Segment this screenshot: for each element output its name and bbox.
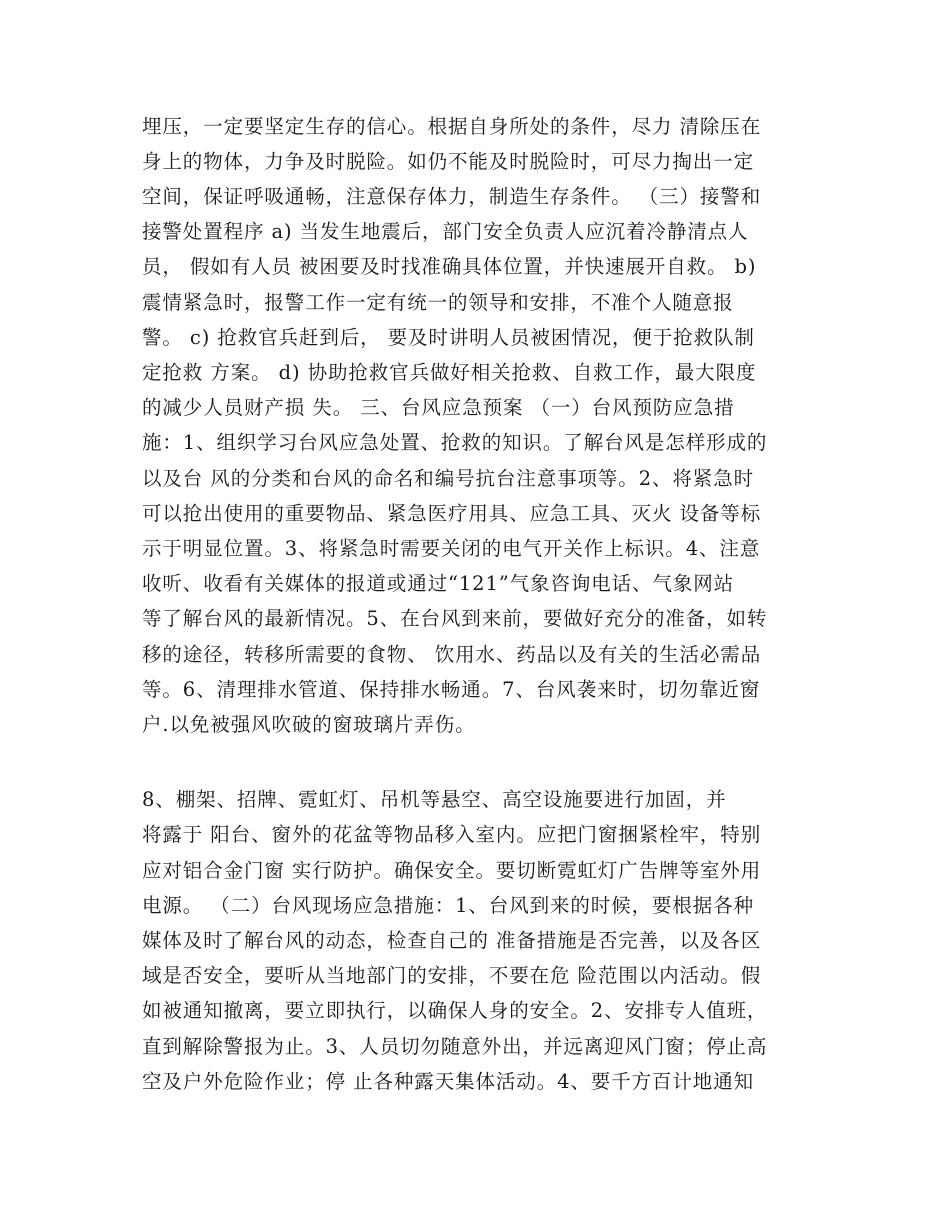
text-line: 的减少人员财产损 失。 三、台风应急预案 （一）台风预防应急措 [142, 396, 735, 419]
text-line: 收听、收看有关媒体的报道或通过“121”气象咨询电话、气象网站 [142, 572, 735, 595]
text-line: 户.以免被强风吹破的窗玻璃片弄伤。 [142, 713, 476, 736]
text-line: 施：1、组织学习台风应急处置、抢救的知识。了解台风是怎样形成的 [142, 431, 768, 454]
text-line: 媒体及时了解台风的动态，检查自己的 准备措施是否完善，以及各区 [142, 929, 762, 952]
text-line: 震情紧急时，报警工作一定有统一的领导和安排，不准个人随意报 [142, 291, 734, 314]
text-line: 电源。 （二）台风现场应急措施：1、台风到来的时候，要根据各种 [142, 894, 755, 917]
text-line: 以及台 风的分类和台风的命名和编号抗台注意事项等。2、将紧急时 [142, 467, 755, 490]
text-line: 空及户外危险作业；停 止各种露天集体活动。4、要千方百计地通知 [142, 1070, 755, 1093]
text-line: 定抢救 方案。 d) 协助抢救官兵做好相关抢救、自救工作，最大限度 [142, 361, 757, 384]
text-line: 域是否安全，要听从当地部门的安排，不要在危 险范围以内活动。假 [142, 964, 762, 987]
text-line: 警。 c) 抢救官兵赶到后， 要及时讲明人员被困情况，便于抢救队制 [142, 326, 755, 349]
text-line: 接警处置程序 a) 当发生地震后，部门安全负责人应沉着冷静清点人 [142, 220, 749, 243]
text-line: 空间，保证呼吸通畅，注意保存体力，制造生存条件。 （三）接警和 [142, 185, 762, 208]
text-line: 如被通知撤离，要立即执行，以确保人身的安全。2、安排专人值班， [142, 999, 768, 1022]
text-line: 将露于 阳台、窗外的花盆等物品移入室内。应把门窗捆紧栓牢，特别 [142, 823, 762, 846]
text-line: 示于明显位置。3、将紧急时需要关闭的电气开关作上标识。4、注意 [142, 537, 761, 560]
text-line: 移的途径，转移所需要的食物、 饮用水、药品以及有关的生活必需品 [142, 643, 762, 666]
text-line: 埋压，一定要坚定生存的信心。根据自身所处的条件，尽力 清除压在 [142, 115, 762, 138]
text-line: 身上的物体，力争及时脱险。如仍不能及时脱险时，可尽力掏出一定 [142, 150, 755, 173]
text-line: 8、棚架、招牌、霓虹灯、吊机等悬空、高空设施要进行加固，并 [142, 788, 727, 811]
text-line: 可以抢出使用的重要物品、紧急医疗用具、应急工具、灭火 设备等标 [142, 502, 762, 525]
text-line: 直到解除警报为止。3、人员切勿随意外出，并远离迎风门窗；停止高 [142, 1035, 768, 1058]
text-line: 应对铝合金门窗 实行防护。确保安全。要切断霓虹灯广告牌等室外用 [142, 859, 762, 882]
text-line: 等了解台风的最新情况。5、在台风到来前，要做好充分的准备，如转 [142, 607, 768, 630]
text-line: 员， 假如有人员 被困要及时找准确具体位置，并快速展开自救。 b) [142, 255, 757, 278]
text-line: 等。6、清理排水管道、保持排水畅通。7、台风袭来时，切勿靠近窗 [142, 678, 761, 701]
